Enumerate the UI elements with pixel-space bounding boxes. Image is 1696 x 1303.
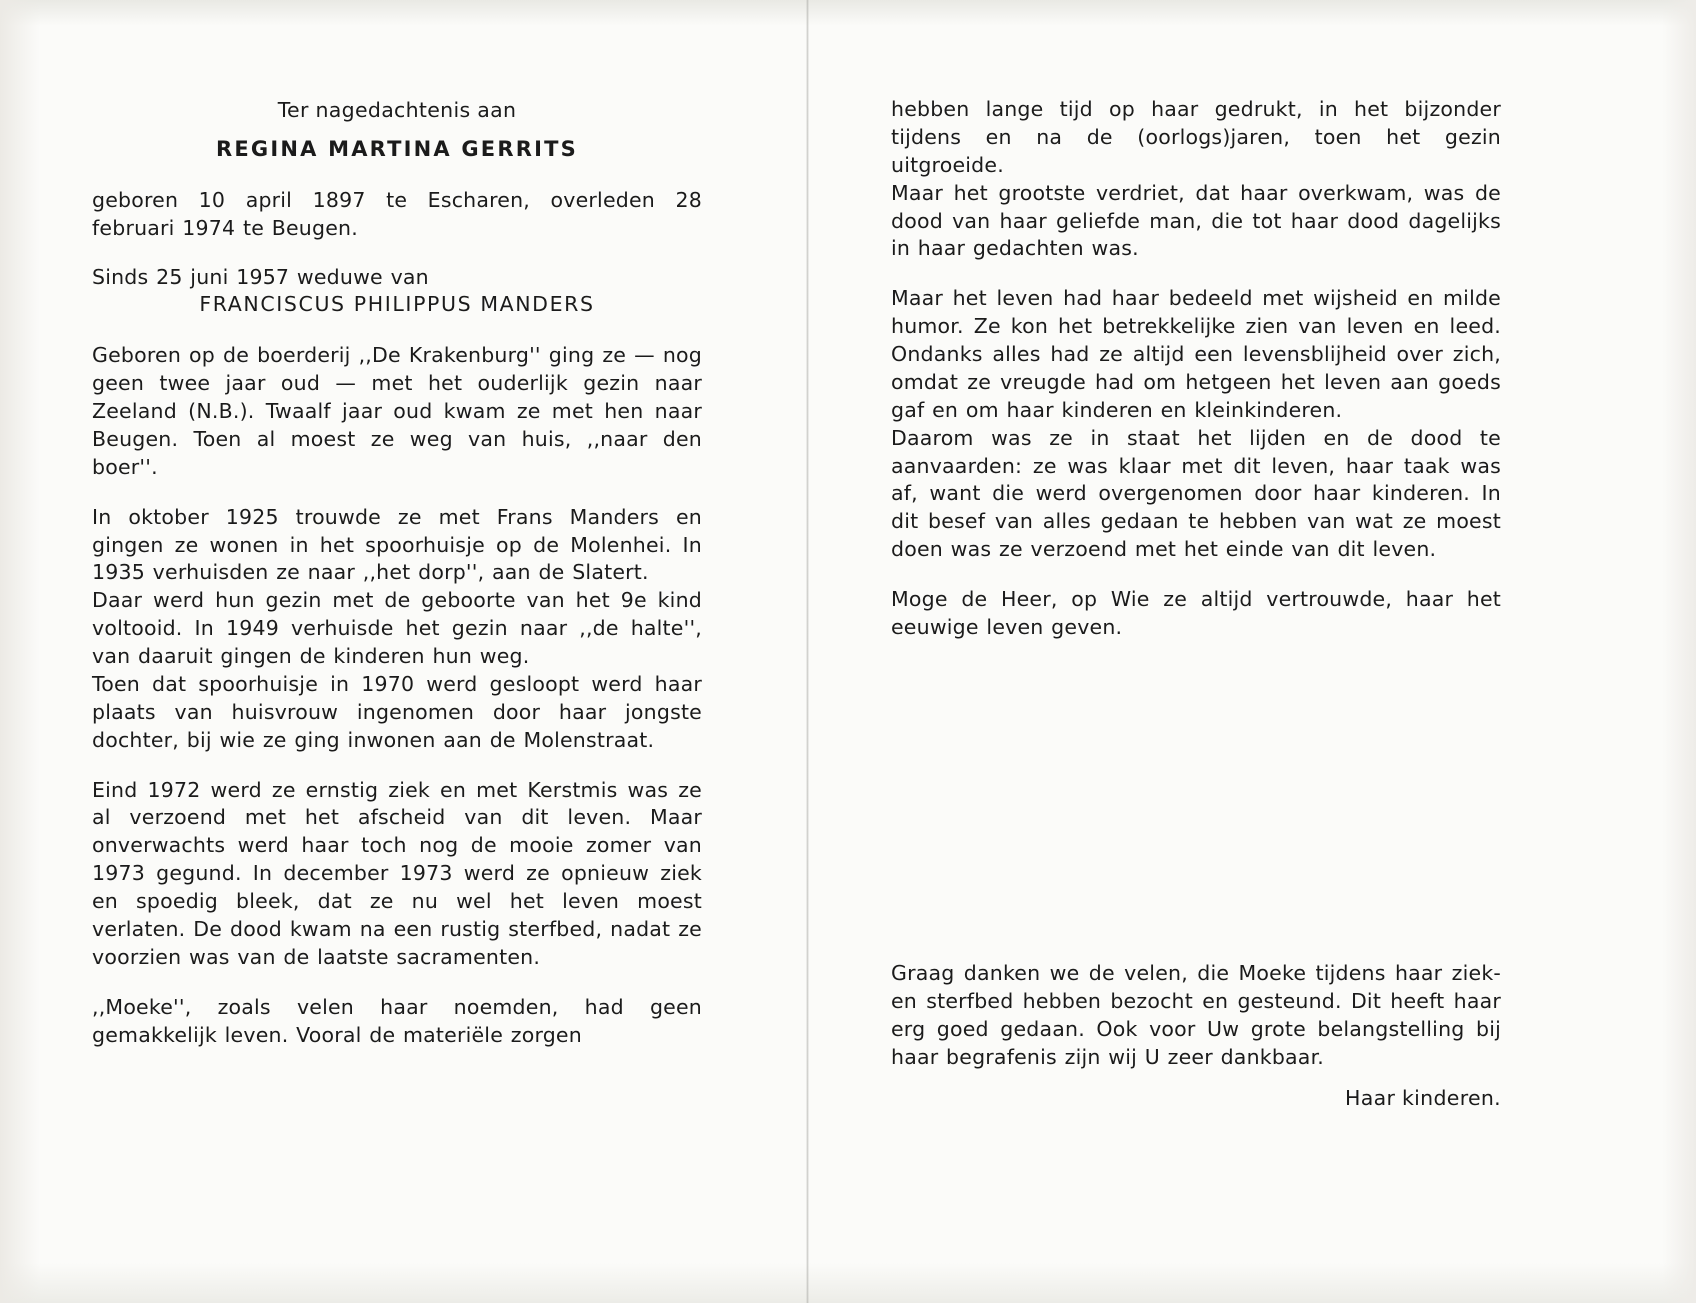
biography-paragraph: Toen dat spoorhuisje in 1970 werd gesloopt werd haar plaats van huisvrouw ingenomen door haar jongste dochter, bij wie ze ging inwonen aan de Molenstraat. <box>92 671 702 752</box>
widow-line: Sinds 25 juni 1957 weduwe van <box>92 265 429 290</box>
acknowledgement-block <box>891 960 1501 1110</box>
right-page-content <box>891 96 1501 664</box>
biography-paragraph: Daarom was ze in staat het lijden en de dood te aanvaarden: ze was klaar met dit leven, haar taak was af, want die werd overgenomen door haar kinderen. In dit besef van alles gedaan te hebben van wat ze moest doen was ze verzoend met het einde van dit leven. <box>891 425 1501 562</box>
biography-paragraph: Maar het leven had haar bedeeld met wijsheid en milde humor. Ze kon het betrekkelijke zien van leven en leed. Ondanks alles had ze altijd een levensblijheid over zich, omdat ze vreugde had om hetgeen het leven aan goeds gaf en om haar kinderen en kleinkinderen. <box>891 286 1501 422</box>
biography-paragraph: Eind 1972 werd ze ernstig ziek en met Kerstmis was ze al verzoend met het afscheid van dit leven. Maar onverwachts werd haar toch nog de mooie zomer van 1973 gegund. In december 1973 werd ze opnieuw ziek en spoedig bleek, dat ze nu wel het leven moest verlaten. De dood kwam na een rustig sterfbed, nadat ze voorzien was van de laatste sacramenten. <box>92 777 702 969</box>
memorial-intro: Ter nagedachtenis aan <box>277 98 517 122</box>
left-page-content <box>92 96 702 1071</box>
right-page <box>809 0 1696 1303</box>
biography-paragraph-continued: ,,Moeke'', zoals velen haar noemden, had geen gemakkelijk leven. Vooral de materiële zorgen <box>92 994 702 1047</box>
biography-paragraph: In oktober 1925 trouwde ze met Frans Manders en gingen ze wonen in het spoorhuisje op de Molenhei. In 1935 verhuisden ze naar ,,het dorp'', aan de Slatert. <box>92 504 702 585</box>
deceased-name: REGINA MARTINA GERRITS <box>216 136 578 161</box>
signature: Haar kinderen. <box>1345 1085 1501 1110</box>
prayer-paragraph: Moge de Heer, op Wie ze altijd vertrouwde, haar het eeuwige leven geven. <box>891 587 1501 639</box>
spouse-name: FRANCISCUS PHILIPPUS MANDERS <box>199 292 595 317</box>
left-page <box>0 0 806 1303</box>
thanks-paragraph: Graag danken we de velen, die Moeke tijdens haar ziek- en sterfbed hebben bezocht en gesteund. Dit heeft haar erg goed gedaan. Ook voor Uw grote belangstelling bij haar begrafenis zijn wij U zeer dankbaar. <box>891 961 1501 1069</box>
birth-death-details: geboren 10 april 1897 te Escharen, overleden 28 februari 1974 te Beugen. <box>92 187 702 240</box>
biography-paragraph-continuation: hebben lange tijd op haar gedrukt, in het bijzonder tijdens en na de (oorlogs)jaren, toen het gezin uitgroeide. <box>891 97 1501 177</box>
biography-paragraph: Maar het grootste verdriet, dat haar overkwam, was de dood van haar geliefde man, die tot haar dood dagelijks in haar gedachten was. <box>891 180 1501 261</box>
biography-paragraph: Daar werd hun gezin met de geboorte van het 9e kind voltooid. In 1949 verhuisde het gezin naar ,,de halte'', van daaruit gingen de kinderen hun weg. <box>92 588 702 669</box>
biography-paragraph: Geboren op de boerderij ,,De Krakenburg'' ging ze — nog geen twee jaar oud — met het ouderlijk gezin naar Zeeland (N.B.). Twaalf jaar oud kwam ze met hen naar Beugen. Toen al moest ze weg van huis, ,,naar den boer''. <box>92 343 702 479</box>
